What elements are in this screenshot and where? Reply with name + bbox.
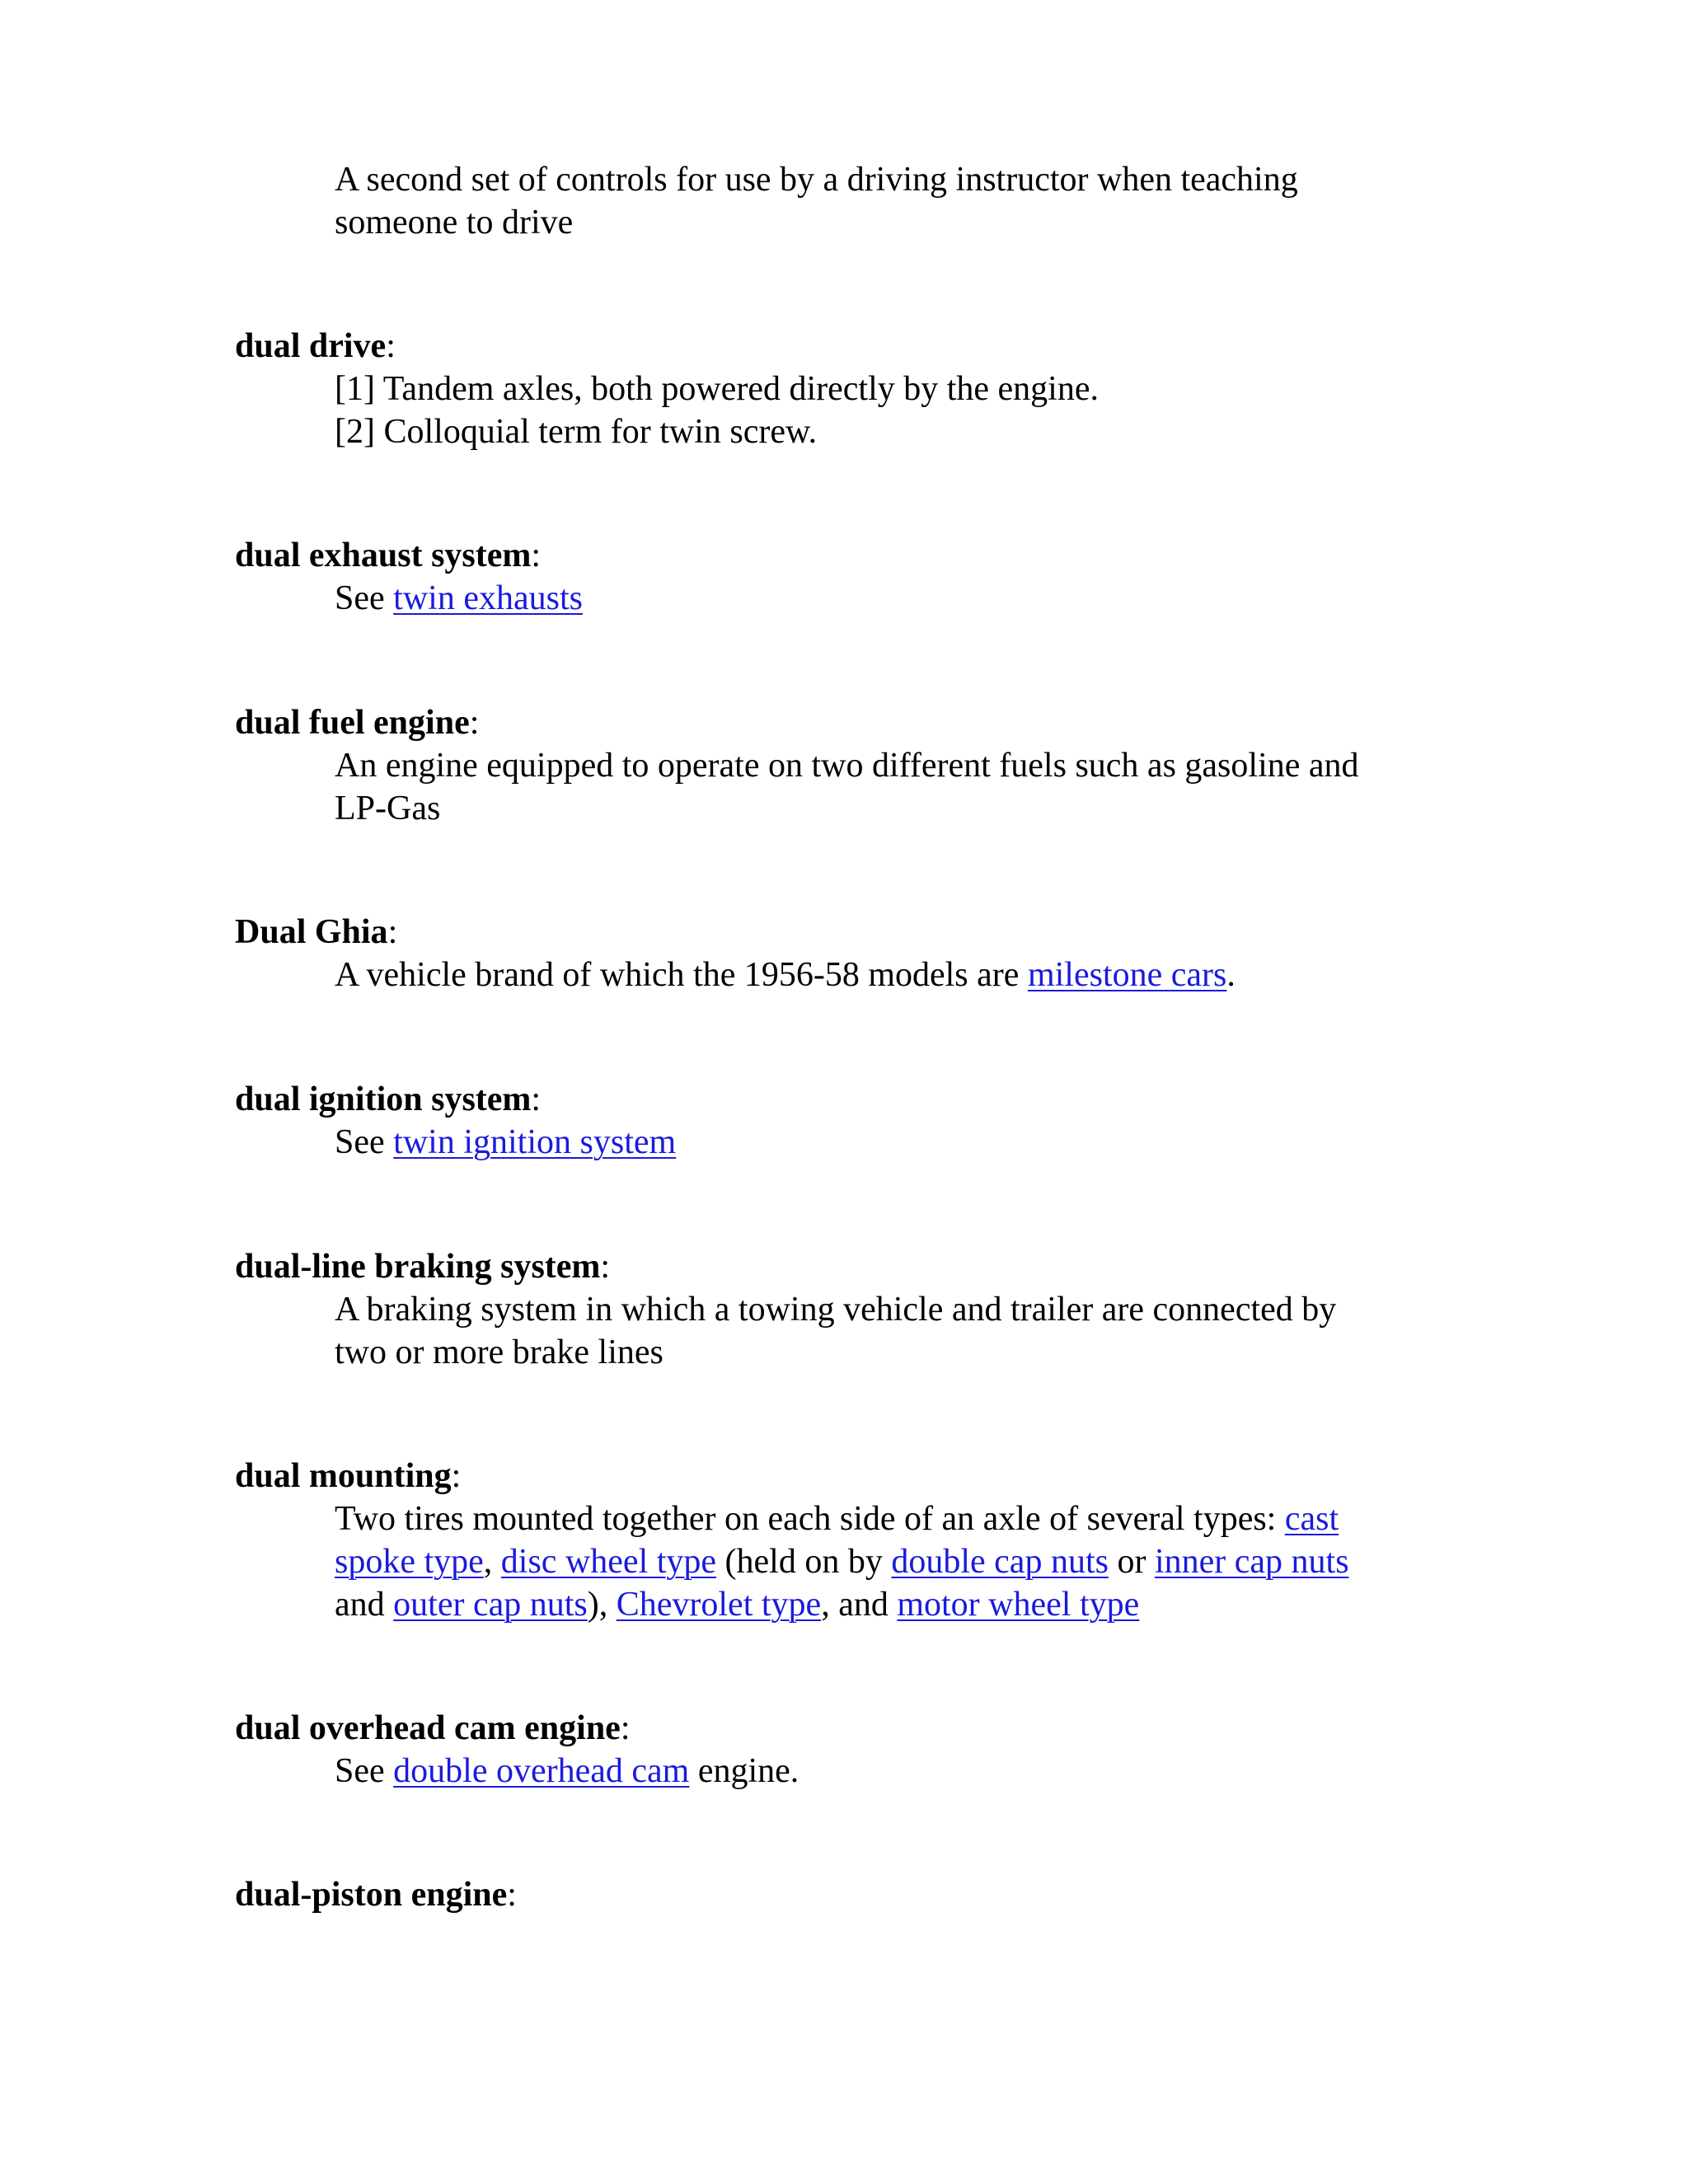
definition-line [335,1497,1339,1540]
definition-text: ), [587,1586,617,1624]
link-milestone-cars[interactable]: milestone cars [1027,956,1227,994]
link-inner-cap-nuts[interactable]: inner cap nuts [1154,1543,1349,1581]
term: dual-line braking system [235,1248,601,1286]
entry-dual-ohc-heading [235,1707,631,1750]
definition-line: A braking system in which a towing vehicle and trailer are connected by [335,1291,1337,1329]
term: dual mounting [235,1457,452,1495]
definition-line [335,954,1236,996]
entry-dual-line-braking-heading [235,1245,610,1288]
see-text: See [335,1123,394,1161]
definition-line: An engine equipped to operate on two different fuels such as gasoline and [335,747,1359,785]
term-separator: : [531,537,542,574]
entry-dual-ignition-heading [235,1078,541,1121]
see-text: See [335,579,394,617]
term-separator: : [620,1709,631,1747]
term-separator: : [507,1876,517,1914]
definition-text: . [1226,956,1236,994]
term-separator: : [387,913,398,951]
definition-line: someone to drive [335,204,574,241]
definition-line: A second set of controls for use by a driving instructor when teaching [335,161,1298,199]
term: dual drive [235,327,387,365]
term-separator: : [451,1457,462,1495]
link-double-cap-nuts[interactable]: double cap nuts [891,1543,1109,1581]
term: Dual Ghia [235,913,388,951]
term: dual ignition system [235,1080,532,1118]
definition-text: and [335,1586,394,1624]
see-text: See [335,1752,394,1790]
definition-line [335,577,583,620]
link-double-overhead-cam[interactable]: double overhead cam [393,1752,690,1790]
link-cast-spoke-type[interactable]: spoke type [335,1543,484,1581]
definition-text: or [1108,1543,1155,1581]
link-chevrolet-type[interactable]: Chevrolet type [616,1586,822,1624]
definition-line [335,1750,799,1793]
term: dual overhead cam engine [235,1709,621,1747]
definition-text: A vehicle brand of which the 1956-58 models are [335,956,1028,994]
definition-line: [2] Colloquial term for twin screw. [335,413,818,451]
definition-line [335,1540,1349,1583]
term-separator: : [600,1248,611,1286]
term-separator: : [531,1080,542,1118]
link-twin-exhausts[interactable]: twin exhausts [393,579,583,617]
definition-text: engine. [689,1752,799,1790]
term: dual fuel engine [235,704,470,742]
definition-line: [1] Tandem axles, both powered directly by the engine. [335,370,1099,408]
definition-line [335,1121,676,1164]
definition-line: two or more brake lines [335,1333,663,1371]
link-cast-spoke-type[interactable]: cast [1284,1500,1339,1538]
entry-dual-piston-heading [235,1873,517,1916]
definition-text: Two tires mounted together on each side of an axle of several types: [335,1500,1285,1538]
term-separator: : [386,327,396,365]
link-outer-cap-nuts[interactable]: outer cap nuts [393,1586,588,1624]
definition-line [335,1583,1139,1626]
definition-text: (held on by [716,1543,892,1581]
entry-dual-exhaust-heading [235,534,541,577]
term: dual-piston engine [235,1876,508,1914]
link-disc-wheel-type[interactable]: disc wheel type [500,1543,717,1581]
definition-text: , and [821,1586,898,1624]
definition-text: , [483,1543,501,1581]
link-twin-ignition-system[interactable]: twin ignition system [393,1123,677,1161]
entry-dual-mounting-heading [235,1455,461,1497]
entry-dual-fuel-heading [235,701,479,744]
entry-dual-drive-heading [235,325,396,368]
definition-line: LP-Gas [335,790,441,827]
term: dual exhaust system [235,537,532,574]
entry-dual-ghia-heading [235,911,397,954]
link-motor-wheel-type[interactable]: motor wheel type [897,1586,1140,1624]
term-separator: : [469,704,480,742]
